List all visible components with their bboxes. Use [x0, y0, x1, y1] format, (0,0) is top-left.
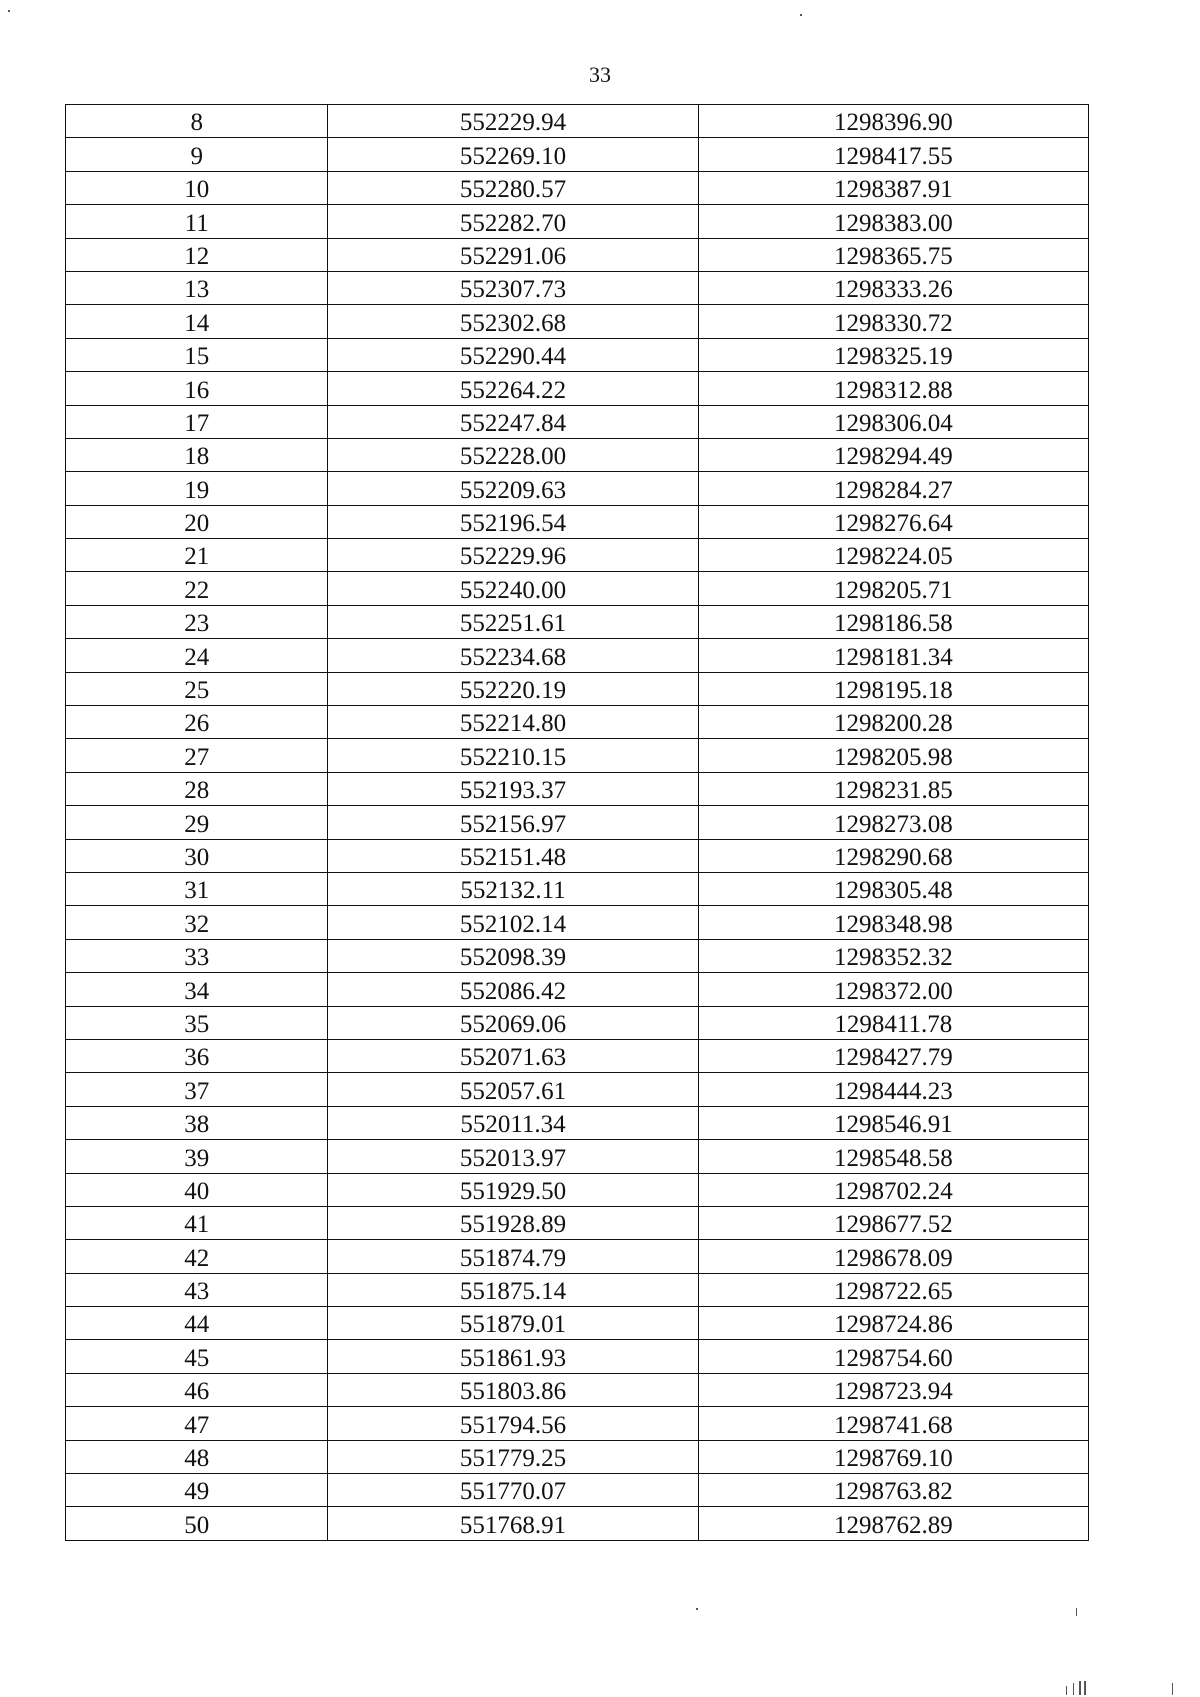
- y-coordinate-cell: 1298383.00: [698, 205, 1088, 238]
- table-row: [66, 1373, 1089, 1406]
- x-coordinate-cell: 552013.97: [328, 1140, 698, 1173]
- y-coordinate-cell: 1298330.72: [698, 305, 1088, 338]
- point-number-cell: 26: [66, 706, 328, 739]
- y-coordinate-cell: 1298396.90: [698, 105, 1088, 138]
- x-coordinate-cell: 551794.56: [328, 1407, 698, 1440]
- point-number-cell: 49: [66, 1474, 328, 1507]
- table-row: [66, 1407, 1089, 1440]
- y-coordinate-cell: 1298741.68: [698, 1407, 1088, 1440]
- y-coordinate-cell: 1298348.98: [698, 906, 1088, 939]
- table-row: [66, 1507, 1089, 1540]
- x-coordinate-cell: 551770.07: [328, 1474, 698, 1507]
- x-coordinate-cell: 552264.22: [328, 372, 698, 405]
- page-number: 33: [589, 62, 611, 87]
- y-coordinate-cell: 1298723.94: [698, 1373, 1088, 1406]
- point-number-cell: 37: [66, 1073, 328, 1106]
- point-number-cell: 28: [66, 772, 328, 805]
- point-number-cell: 10: [66, 171, 328, 204]
- x-coordinate-cell: 551875.14: [328, 1273, 698, 1306]
- y-coordinate-cell: 1298722.65: [698, 1273, 1088, 1306]
- point-number-cell: 30: [66, 839, 328, 872]
- table-row: [66, 939, 1089, 972]
- table-row: [66, 171, 1089, 204]
- x-coordinate-cell: 551929.50: [328, 1173, 698, 1206]
- x-coordinate-cell: 552280.57: [328, 171, 698, 204]
- y-coordinate-cell: 1298200.28: [698, 706, 1088, 739]
- x-coordinate-cell: 552086.42: [328, 973, 698, 1006]
- x-coordinate-cell: 552247.84: [328, 405, 698, 438]
- point-number-cell: 42: [66, 1240, 328, 1273]
- scan-speck: [1073, 1683, 1074, 1695]
- y-coordinate-cell: 1298305.48: [698, 872, 1088, 905]
- table-row: [66, 271, 1089, 304]
- point-number-cell: 34: [66, 973, 328, 1006]
- table-row: [66, 973, 1089, 1006]
- point-number-cell: 46: [66, 1373, 328, 1406]
- y-coordinate-cell: 1298284.27: [698, 472, 1088, 505]
- x-coordinate-cell: 552251.61: [328, 605, 698, 638]
- table-row: [66, 505, 1089, 538]
- y-coordinate-cell: 1298306.04: [698, 405, 1088, 438]
- point-number-cell: 8: [66, 105, 328, 138]
- x-coordinate-cell: 551874.79: [328, 1240, 698, 1273]
- y-coordinate-cell: 1298333.26: [698, 271, 1088, 304]
- table-row: [66, 839, 1089, 872]
- table-row: [66, 1206, 1089, 1239]
- x-coordinate-cell: 552291.06: [328, 238, 698, 271]
- point-number-cell: 48: [66, 1440, 328, 1473]
- x-coordinate-cell: 552220.19: [328, 672, 698, 705]
- y-coordinate-cell: 1298273.08: [698, 806, 1088, 839]
- table-row: [66, 739, 1089, 772]
- coordinates-table: [65, 104, 1089, 1541]
- point-number-cell: 25: [66, 672, 328, 705]
- point-number-cell: 23: [66, 605, 328, 638]
- table-row: [66, 1039, 1089, 1072]
- x-coordinate-cell: 552302.68: [328, 305, 698, 338]
- point-number-cell: 38: [66, 1106, 328, 1139]
- y-coordinate-cell: 1298702.24: [698, 1173, 1088, 1206]
- table-row: [66, 1173, 1089, 1206]
- y-coordinate-cell: 1298181.34: [698, 639, 1088, 672]
- y-coordinate-cell: 1298224.05: [698, 539, 1088, 572]
- table-row: [66, 1307, 1089, 1340]
- table-row: [66, 1474, 1089, 1507]
- x-coordinate-cell: 552069.06: [328, 1006, 698, 1039]
- point-number-cell: 39: [66, 1140, 328, 1173]
- x-coordinate-cell: 551768.91: [328, 1507, 698, 1540]
- table-row: [66, 1273, 1089, 1306]
- x-coordinate-cell: 552214.80: [328, 706, 698, 739]
- table-row: [66, 639, 1089, 672]
- y-coordinate-cell: 1298677.52: [698, 1206, 1088, 1239]
- scan-speck: [1079, 1681, 1081, 1695]
- table-row: [66, 605, 1089, 638]
- table-row: [66, 1106, 1089, 1139]
- table-row: [66, 405, 1089, 438]
- table-row: [66, 205, 1089, 238]
- table-row: [66, 238, 1089, 271]
- scan-speck: [696, 1608, 698, 1610]
- point-number-cell: 18: [66, 438, 328, 471]
- point-number-cell: 44: [66, 1307, 328, 1340]
- y-coordinate-cell: 1298769.10: [698, 1440, 1088, 1473]
- table-row: [66, 672, 1089, 705]
- x-coordinate-cell: 552196.54: [328, 505, 698, 538]
- point-number-cell: 31: [66, 872, 328, 905]
- table-row: [66, 1440, 1089, 1473]
- x-coordinate-cell: 552307.73: [328, 271, 698, 304]
- y-coordinate-cell: 1298444.23: [698, 1073, 1088, 1106]
- point-number-cell: 14: [66, 305, 328, 338]
- point-number-cell: 15: [66, 338, 328, 371]
- y-coordinate-cell: 1298312.88: [698, 372, 1088, 405]
- point-number-cell: 22: [66, 572, 328, 605]
- point-number-cell: 47: [66, 1407, 328, 1440]
- x-coordinate-cell: 551803.86: [328, 1373, 698, 1406]
- x-coordinate-cell: 552228.00: [328, 438, 698, 471]
- point-number-cell: 40: [66, 1173, 328, 1206]
- y-coordinate-cell: 1298294.49: [698, 438, 1088, 471]
- x-coordinate-cell: 552071.63: [328, 1039, 698, 1072]
- scan-speck: [1172, 1683, 1173, 1695]
- point-number-cell: 9: [66, 138, 328, 171]
- table-row: [66, 138, 1089, 171]
- x-coordinate-cell: 552290.44: [328, 338, 698, 371]
- scan-speck: [1066, 1686, 1067, 1695]
- point-number-cell: 33: [66, 939, 328, 972]
- y-coordinate-cell: 1298205.98: [698, 739, 1088, 772]
- x-coordinate-cell: 552229.96: [328, 539, 698, 572]
- y-coordinate-cell: 1298365.75: [698, 238, 1088, 271]
- y-coordinate-cell: 1298678.09: [698, 1240, 1088, 1273]
- y-coordinate-cell: 1298427.79: [698, 1039, 1088, 1072]
- scan-speck: [8, 10, 10, 12]
- y-coordinate-cell: 1298763.82: [698, 1474, 1088, 1507]
- x-coordinate-cell: 552193.37: [328, 772, 698, 805]
- x-coordinate-cell: 552282.70: [328, 205, 698, 238]
- point-number-cell: 45: [66, 1340, 328, 1373]
- table-row: [66, 906, 1089, 939]
- y-coordinate-cell: 1298186.58: [698, 605, 1088, 638]
- point-number-cell: 17: [66, 405, 328, 438]
- point-number-cell: 43: [66, 1273, 328, 1306]
- scan-speck: [1084, 1681, 1086, 1695]
- point-number-cell: 21: [66, 539, 328, 572]
- scan-speck: [1076, 1608, 1077, 1616]
- point-number-cell: 36: [66, 1039, 328, 1072]
- point-number-cell: 41: [66, 1206, 328, 1239]
- y-coordinate-cell: 1298290.68: [698, 839, 1088, 872]
- y-coordinate-cell: 1298762.89: [698, 1507, 1088, 1540]
- y-coordinate-cell: 1298548.58: [698, 1140, 1088, 1173]
- point-number-cell: 11: [66, 205, 328, 238]
- coordinates-table-body: [66, 105, 1089, 1541]
- y-coordinate-cell: 1298205.71: [698, 572, 1088, 605]
- point-number-cell: 19: [66, 472, 328, 505]
- x-coordinate-cell: 552209.63: [328, 472, 698, 505]
- table-row: [66, 872, 1089, 905]
- x-coordinate-cell: 552210.15: [328, 739, 698, 772]
- point-number-cell: 27: [66, 739, 328, 772]
- table-row: [66, 438, 1089, 471]
- point-number-cell: 24: [66, 639, 328, 672]
- x-coordinate-cell: 552011.34: [328, 1106, 698, 1139]
- point-number-cell: 16: [66, 372, 328, 405]
- table-row: [66, 1073, 1089, 1106]
- x-coordinate-cell: 552057.61: [328, 1073, 698, 1106]
- y-coordinate-cell: 1298754.60: [698, 1340, 1088, 1373]
- table-row: [66, 1006, 1089, 1039]
- x-coordinate-cell: 552132.11: [328, 872, 698, 905]
- table-row: [66, 372, 1089, 405]
- table-row: [66, 706, 1089, 739]
- x-coordinate-cell: 552229.94: [328, 105, 698, 138]
- x-coordinate-cell: 551928.89: [328, 1206, 698, 1239]
- x-coordinate-cell: 551861.93: [328, 1340, 698, 1373]
- point-number-cell: 32: [66, 906, 328, 939]
- x-coordinate-cell: 551779.25: [328, 1440, 698, 1473]
- table-row: [66, 1340, 1089, 1373]
- table-row: [66, 338, 1089, 371]
- x-coordinate-cell: 552151.48: [328, 839, 698, 872]
- y-coordinate-cell: 1298411.78: [698, 1006, 1088, 1039]
- table-row: [66, 572, 1089, 605]
- table-row: [66, 806, 1089, 839]
- y-coordinate-cell: 1298387.91: [698, 171, 1088, 204]
- x-coordinate-cell: 552269.10: [328, 138, 698, 171]
- table-row: [66, 105, 1089, 138]
- x-coordinate-cell: 552102.14: [328, 906, 698, 939]
- table-row: [66, 772, 1089, 805]
- point-number-cell: 29: [66, 806, 328, 839]
- point-number-cell: 50: [66, 1507, 328, 1540]
- x-coordinate-cell: 552156.97: [328, 806, 698, 839]
- y-coordinate-cell: 1298372.00: [698, 973, 1088, 1006]
- y-coordinate-cell: 1298546.91: [698, 1106, 1088, 1139]
- x-coordinate-cell: 551879.01: [328, 1307, 698, 1340]
- y-coordinate-cell: 1298352.32: [698, 939, 1088, 972]
- y-coordinate-cell: 1298195.18: [698, 672, 1088, 705]
- point-number-cell: 35: [66, 1006, 328, 1039]
- y-coordinate-cell: 1298276.64: [698, 505, 1088, 538]
- point-number-cell: 13: [66, 271, 328, 304]
- x-coordinate-cell: 552234.68: [328, 639, 698, 672]
- y-coordinate-cell: 1298325.19: [698, 338, 1088, 371]
- table-row: [66, 305, 1089, 338]
- table-row: [66, 1240, 1089, 1273]
- point-number-cell: 12: [66, 238, 328, 271]
- scan-speck: [800, 14, 802, 16]
- y-coordinate-cell: 1298231.85: [698, 772, 1088, 805]
- y-coordinate-cell: 1298724.86: [698, 1307, 1088, 1340]
- table-row: [66, 472, 1089, 505]
- point-number-cell: 20: [66, 505, 328, 538]
- table-row: [66, 539, 1089, 572]
- x-coordinate-cell: 552240.00: [328, 572, 698, 605]
- table-row: [66, 1140, 1089, 1173]
- y-coordinate-cell: 1298417.55: [698, 138, 1088, 171]
- x-coordinate-cell: 552098.39: [328, 939, 698, 972]
